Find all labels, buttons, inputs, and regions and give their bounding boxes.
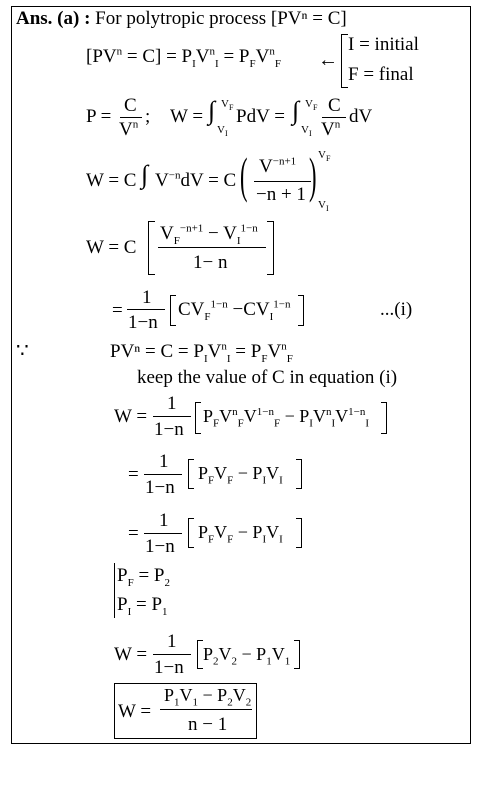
- eq2-lim-low-sub1: I: [224, 129, 228, 139]
- result-num: [164, 685, 252, 709]
- eq1-sup-n1: n: [209, 45, 216, 58]
- eq9-a-sub: 2: [213, 655, 219, 668]
- eq6-den: 1−n: [154, 419, 184, 440]
- eq6-sup-n1: n: [232, 406, 238, 418]
- eq3-num: [259, 157, 296, 176]
- eq4-left-bracket: [148, 221, 155, 275]
- since-sub-f2: F: [286, 352, 293, 365]
- eq4-num-b-sup: 1−n: [240, 222, 258, 235]
- eq4-den: 1− n: [193, 252, 228, 273]
- eq3-lim-low-v: V: [318, 199, 326, 211]
- equation-tag-i: ...(i): [380, 299, 413, 320]
- eq7-num: 1: [159, 451, 169, 472]
- eq3-lhs: W = C: [86, 170, 137, 191]
- eq2-frac-num: C: [124, 95, 137, 116]
- eq5-right-bracket: [298, 295, 304, 326]
- eq5-body-a-sup: 1−n: [210, 298, 228, 311]
- since-sub-f: F: [261, 352, 268, 365]
- eq2-lim-up-v2: V: [305, 98, 313, 110]
- eq9-d-sub: 1: [284, 655, 291, 668]
- eq9-den: 1−n: [154, 657, 184, 678]
- eq6-sub-f3: F: [273, 417, 281, 430]
- subst-l1-b: = P: [133, 565, 165, 586]
- eq8-a: P: [198, 522, 209, 542]
- eq5-body-b-sup: 1−n: [273, 298, 291, 311]
- answer-label: Ans. (a) :: [16, 8, 91, 29]
- eq3-body-sup: −n: [168, 169, 181, 182]
- eq4-frac-bar: [158, 247, 266, 248]
- eq4-lhs: W = C: [86, 237, 137, 258]
- eq6-body: [203, 406, 370, 430]
- answer-heading: [16, 9, 347, 28]
- result-num-b-sub: 1: [192, 696, 199, 709]
- eq9-lhs: W =: [114, 644, 148, 665]
- eq7-minus: − P: [233, 463, 263, 483]
- eq6-minus-p: − P: [280, 406, 310, 426]
- eq9-b: V: [218, 644, 232, 664]
- eq6-v1: V: [219, 406, 233, 426]
- since-sub-i: I: [203, 352, 208, 365]
- eq3-num-sup: −n+1: [272, 155, 297, 168]
- eq6-sup-n2: n: [325, 406, 332, 418]
- result-num-d-sub: 2: [245, 696, 252, 709]
- eq2-den-sup: n: [132, 118, 139, 131]
- eq3-right-paren: ): [309, 147, 317, 203]
- eq5-body-a-sub: F: [204, 310, 211, 323]
- eq6-v4: V: [335, 406, 349, 426]
- eq6-frac-bar: [153, 416, 191, 417]
- eq3-den: −n + 1: [256, 184, 306, 205]
- since-sup-n2: n: [281, 340, 287, 353]
- eq2-integral-2: ∫: [292, 96, 300, 125]
- eq6-sub-f2: F: [237, 417, 244, 430]
- eq2-frac2-num: C: [328, 95, 341, 116]
- eq7-a: P: [198, 463, 209, 483]
- eq3-body: [155, 171, 236, 190]
- eq9-b-sub: 2: [231, 655, 238, 668]
- eq8-d: V: [266, 522, 280, 542]
- eq2-lim-up-sub1: F: [228, 103, 234, 113]
- eq1-sub-f: F: [249, 57, 256, 70]
- eq8-left-bracket: [188, 518, 194, 548]
- eq7-den: 1−n: [145, 477, 175, 498]
- eq1-sup-n2: n: [269, 45, 275, 58]
- eq5-body: [178, 298, 291, 323]
- eq2-semicolon: ;: [145, 106, 151, 127]
- eq7-b-sub: F: [227, 474, 234, 487]
- eq2-lim-up-1: [221, 98, 234, 113]
- eq5-body-a: CV: [178, 299, 205, 320]
- since-v1: V: [207, 341, 222, 362]
- since-v2: V: [267, 341, 282, 362]
- eq4-num-a-sub: F: [173, 234, 180, 247]
- since-sup-n1: n: [221, 340, 227, 353]
- eq1-v1: V: [195, 46, 210, 67]
- eq2-lim-up-2: [305, 98, 318, 113]
- since-text: PVⁿ = C = P: [110, 341, 204, 362]
- eq2-integral-1: ∫: [208, 96, 216, 125]
- eq6-left-bracket: [195, 402, 201, 434]
- equation-1: [86, 45, 281, 70]
- subst-l2-b-sub: 1: [162, 605, 168, 618]
- since-equation: [110, 340, 293, 365]
- eq1-lhs-sup: n: [116, 45, 123, 58]
- subst-line-2: [117, 594, 168, 618]
- eq7-d-sub: I: [279, 474, 283, 487]
- eq1-v2: V: [255, 46, 270, 67]
- subst-l1-a: P: [117, 565, 128, 586]
- eq2-lim-low-v2: V: [301, 124, 309, 136]
- eq7-c-sub: I: [262, 474, 267, 487]
- eq5-eq: =: [112, 300, 123, 321]
- eq7-left-bracket: [188, 459, 194, 489]
- eq4-minus: − V: [203, 223, 237, 244]
- result-num-c-sub: 2: [227, 696, 233, 709]
- eq4-right-bracket: [267, 221, 274, 275]
- eq2-frac-bar: [120, 117, 142, 118]
- since-sub-i2: I: [226, 352, 231, 365]
- eq3-lim-up-v: V: [318, 149, 326, 161]
- eq1-sub-i2: I: [215, 57, 219, 70]
- eq9-a: P: [203, 644, 214, 664]
- eq8-c-sub: I: [262, 533, 267, 546]
- eq2-dv: dV: [349, 106, 373, 127]
- eq8-b: V: [214, 522, 228, 542]
- eq7-frac-bar: [144, 474, 182, 475]
- eq3-lim-low-sub: I: [325, 204, 329, 214]
- subst-l2-b: = P: [131, 594, 163, 615]
- eq7-eq: =: [128, 464, 139, 485]
- subst-l2-a: P: [117, 594, 128, 615]
- eq2-lim-low-v1: V: [217, 124, 225, 136]
- eq6-v2: V: [243, 406, 257, 426]
- eq6-sub-i3: I: [365, 417, 370, 430]
- eq9-c-sub: 1: [266, 655, 272, 668]
- eq6-sub-i2: I: [331, 417, 336, 430]
- result-frac-bar: [160, 709, 252, 710]
- eq8-right-bracket: [296, 518, 302, 548]
- subst-l1-b-sub: 2: [164, 576, 170, 589]
- eq1-eq-pf: = P: [218, 46, 250, 67]
- eq2-den-v: V: [119, 119, 133, 140]
- result-num-a: P: [164, 685, 175, 705]
- left-arrow-icon: ←: [318, 49, 338, 71]
- eq6-right-bracket: [381, 402, 387, 434]
- eq1-sub-f2: F: [274, 57, 281, 70]
- eq6-v3: V: [312, 406, 326, 426]
- eq7-right-bracket: [296, 459, 302, 489]
- eq2-frac2-den: [321, 120, 340, 139]
- eq5-body-b: −CV: [227, 299, 270, 320]
- eq6-p: P: [203, 406, 214, 426]
- eq2-frac-den: [119, 120, 138, 139]
- result-num-d: V: [232, 685, 246, 705]
- eq9-num: 1: [167, 631, 177, 652]
- eq2-lim-up-sub2: F: [312, 103, 318, 113]
- subst-bar: [114, 563, 115, 618]
- eq4-num: [160, 222, 258, 247]
- eq7-d: V: [266, 463, 280, 483]
- eq6-sub-i1: I: [309, 417, 313, 430]
- eq2-den2-v: V: [321, 119, 335, 140]
- keep-value-text: keep the value of C in equation (i): [137, 367, 398, 388]
- since-icon: ∵: [16, 340, 29, 362]
- legend-initial: I = initial: [348, 34, 419, 55]
- eq9-d: V: [271, 644, 285, 664]
- eq5-left-bracket: [170, 295, 176, 326]
- result-den: n − 1: [188, 714, 228, 735]
- eq2-lim-low-1: [217, 124, 228, 139]
- legend-final: F = final: [348, 64, 414, 85]
- eq2-lim-low-2: [301, 124, 312, 139]
- eq6-sub-f1: F: [213, 417, 220, 430]
- eq5-body-b-sub: I: [269, 310, 274, 323]
- eq3-body-v: V: [155, 170, 169, 191]
- eq6-num: 1: [167, 393, 177, 414]
- eq8-frac-bar: [144, 533, 182, 534]
- eq2-lim-low-sub2: I: [308, 129, 312, 139]
- eq1-lhs-end: = C] = P: [122, 46, 193, 67]
- eq2-den2-sup: n: [334, 118, 341, 131]
- eq4-num-a-sup: −n+1: [179, 222, 204, 235]
- result-num-b: V: [179, 685, 193, 705]
- subst-l2-a-sub: I: [127, 605, 132, 618]
- eq1-lhs: [PV: [86, 46, 117, 67]
- eq3-left-paren: (: [240, 147, 248, 203]
- eq3-body-end: dV = C: [180, 170, 237, 191]
- eq2-lim-up-v1: V: [221, 98, 229, 110]
- eq2-pdv: PdV =: [236, 106, 285, 127]
- eq5-num: 1: [142, 287, 152, 308]
- eq7-a-sub: F: [208, 474, 215, 487]
- legend-bracket: [341, 34, 348, 88]
- eq6-sup-1n1: 1−n: [256, 406, 274, 418]
- eq8-d-sub: I: [279, 533, 283, 546]
- heading-text: For polytropic process [PVⁿ = C]: [95, 8, 347, 29]
- eq8-den: 1−n: [145, 536, 175, 557]
- eq3-lim-up: [318, 149, 331, 164]
- result-num-a-sub: 1: [174, 696, 180, 709]
- eq6-lhs: W =: [114, 406, 148, 427]
- eq3-integral: ∫: [141, 160, 149, 189]
- eq3-frac-bar: [254, 181, 311, 182]
- eq3-num-v: V: [259, 156, 273, 177]
- eq2-p-eq: P =: [86, 106, 112, 127]
- eq5-den: 1−n: [128, 312, 158, 333]
- eq9-right-bracket: [294, 640, 300, 669]
- eq7-b: V: [214, 463, 228, 483]
- eq8-eq: =: [128, 523, 139, 544]
- eq9-minus: − P: [237, 644, 267, 664]
- eq1-sub-i: I: [192, 57, 196, 70]
- subst-l1-a-sub: F: [127, 576, 134, 589]
- eq3-lim-low: [318, 199, 329, 214]
- eq8-b-sub: F: [227, 533, 234, 546]
- eq8-a-sub: F: [208, 533, 215, 546]
- eq4-num-b-sub: I: [236, 234, 241, 247]
- since-eq-pf: = P: [230, 341, 262, 362]
- eq2-w-eq: W =: [170, 106, 204, 127]
- eq6-sup-1n2: 1−n: [348, 406, 366, 418]
- subst-line-1: [117, 565, 170, 589]
- eq3-lim-up-sub: F: [325, 154, 331, 164]
- result-lhs: W =: [118, 701, 152, 722]
- eq8-num: 1: [159, 510, 169, 531]
- eq5-frac-bar: [127, 309, 165, 310]
- result-num-minus: − P: [198, 685, 228, 705]
- eq9-frac-bar: [153, 654, 191, 655]
- eq8-minus: − P: [233, 522, 263, 542]
- eq7-body: [198, 463, 283, 487]
- eq4-num-a: V: [160, 223, 174, 244]
- eq9-body: [203, 644, 291, 668]
- eq8-body: [198, 522, 283, 546]
